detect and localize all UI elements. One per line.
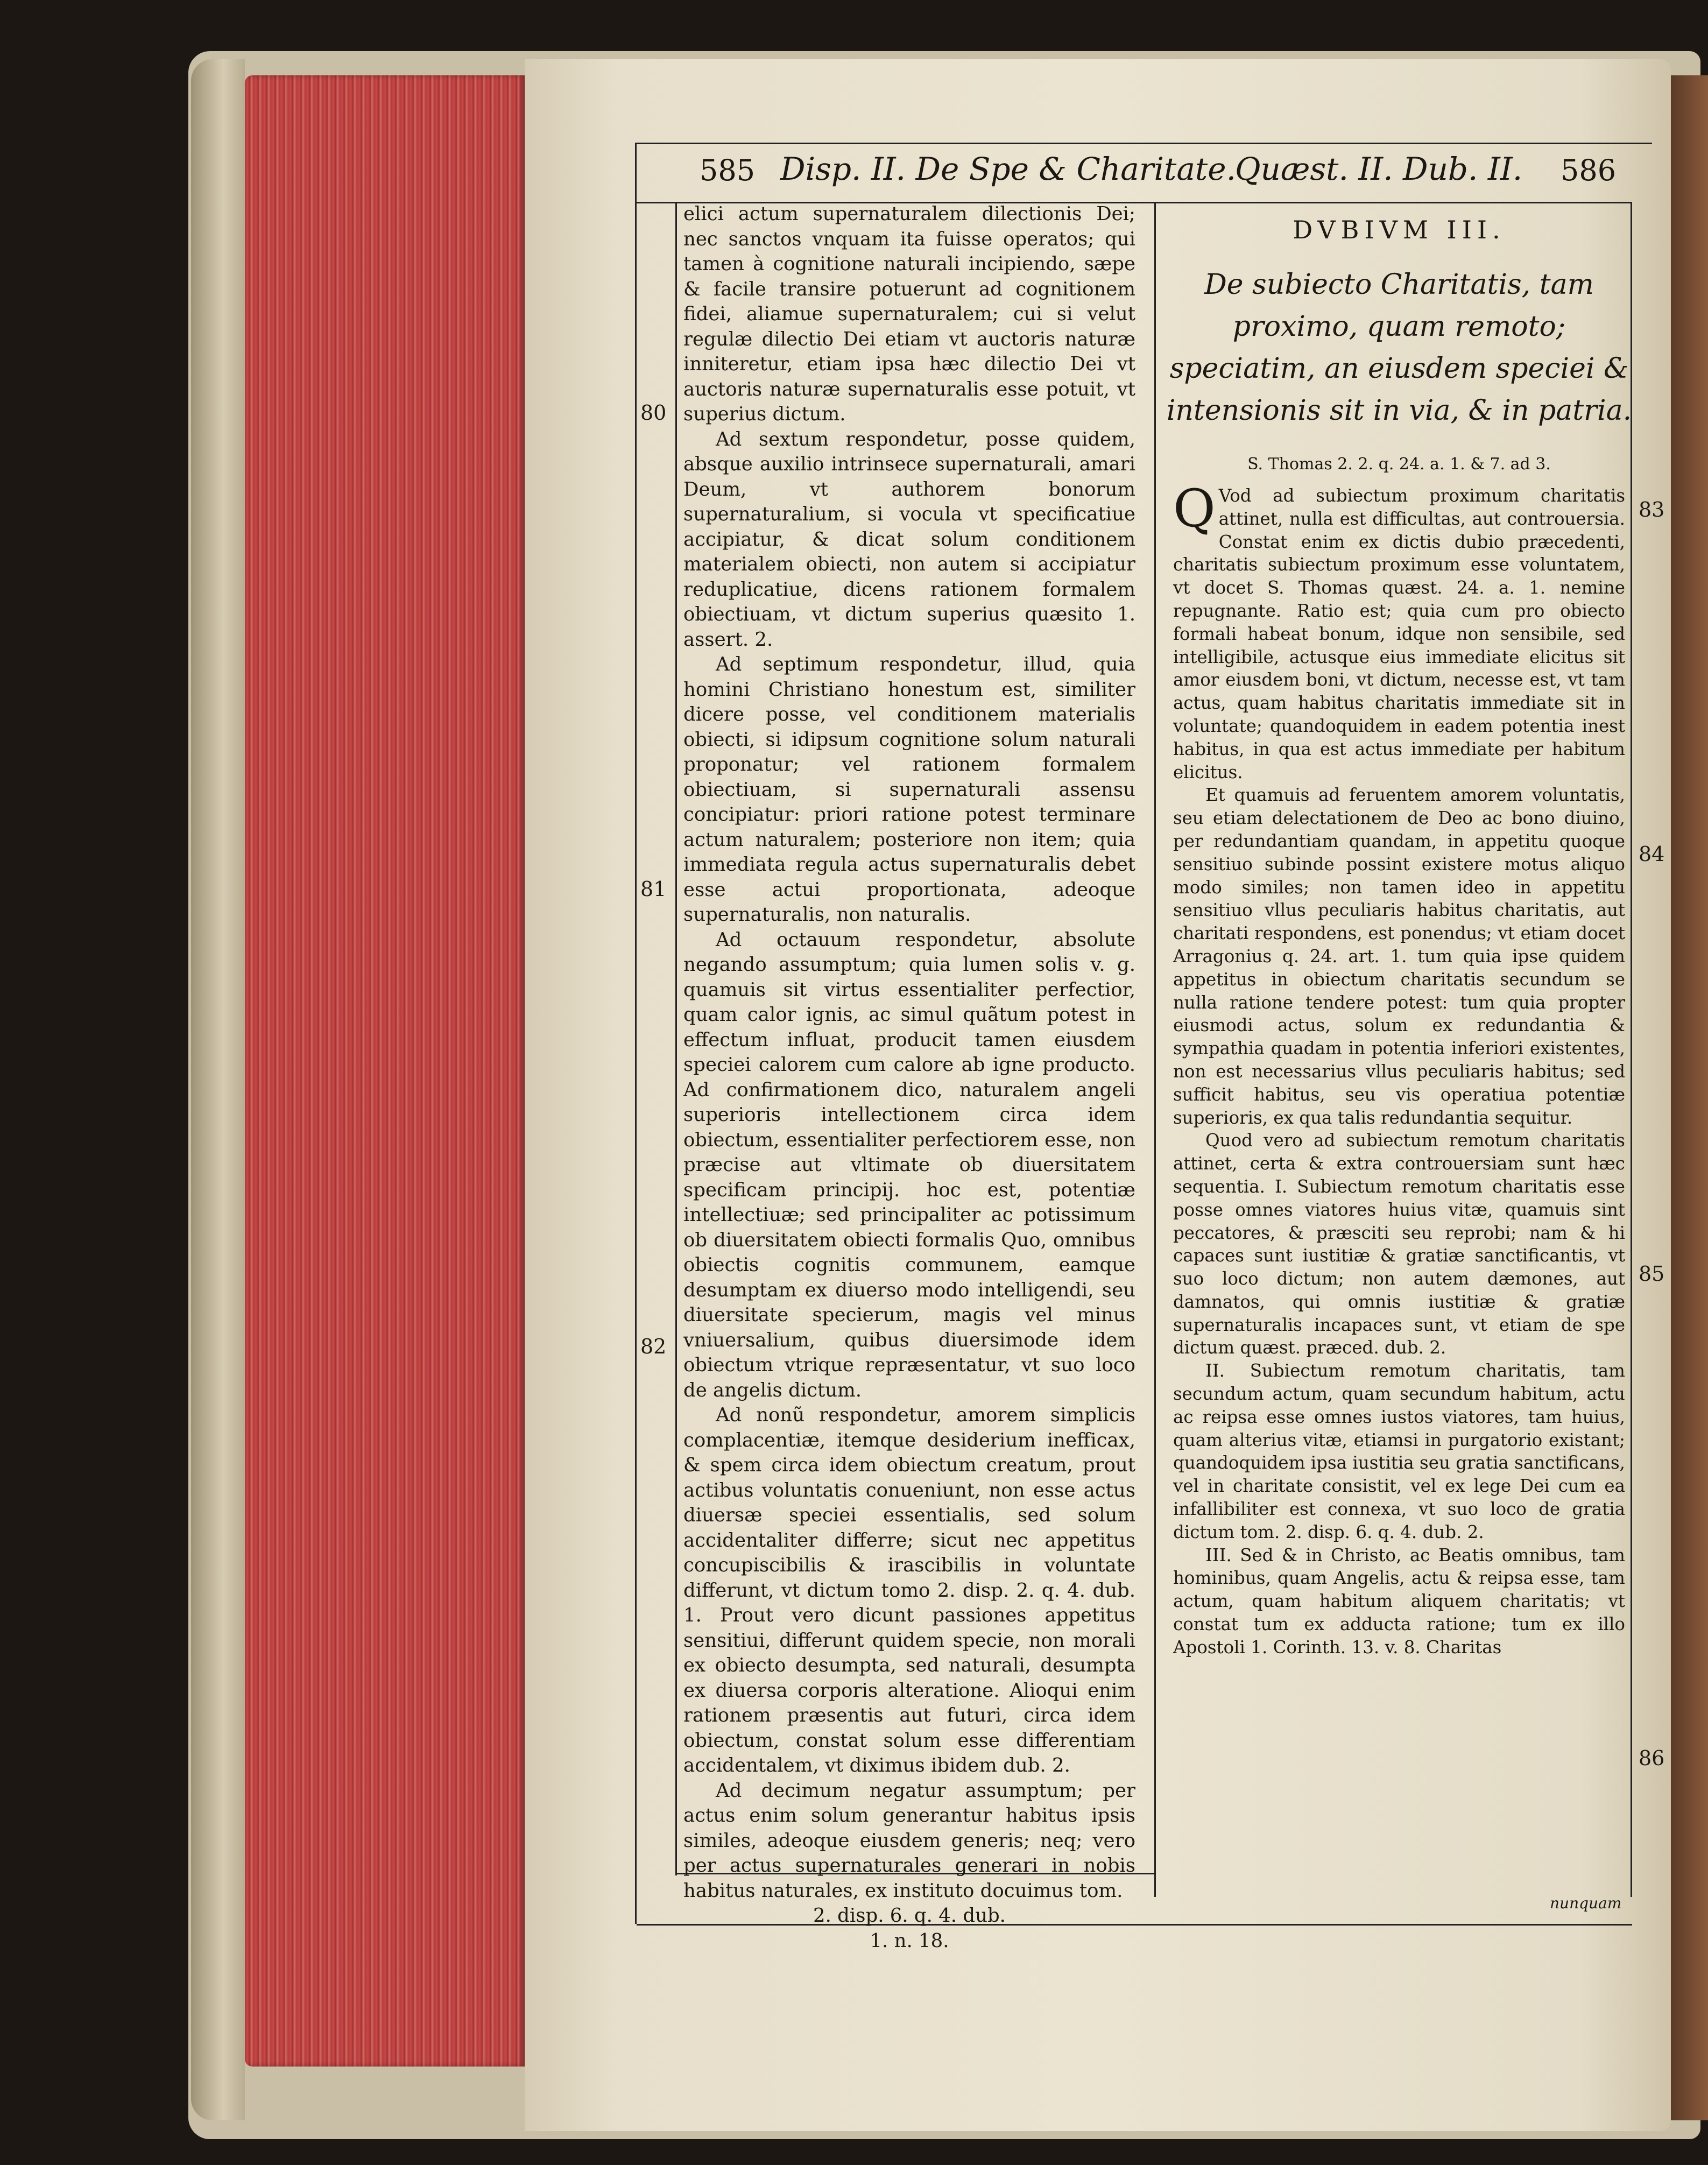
margin-number-85: 85 — [1639, 1262, 1665, 1286]
right-paragraph-3: Quod vero ad subiectum remotum charitatis attinet, certa & extra controuersiam sunt hæc sequentia. I. Subiectum remotum charitatis esse posse omnes viatores huius vitæ, quamuis sint peccatores, & præsciti seu reprobi; nam & hi capaces sunt iustitiæ & gratiæ sanctificantis, vt suo loco dictum; non autem dæmones, aut damnatos, qui omnis iustitiæ & gratiæ supernaturalis incapaces sunt, vt etiam de spe dictum quæst. præced. dub. 2. — [1173, 1130, 1625, 1358]
right-folio: 586 — [1561, 153, 1617, 187]
right-paragraph-1-text: Vod ad subiectum proximum charitatis attinet, nulla est difficultas, aut controuersia. Constat enim ex dictis dubio præcedenti, charitatis subiectum proximum esse voluntatem, vt docet S. Thomas quæst. 24. a. 1. nemine repugnante. Ratio est; quia cum pro obiecto formali habeat bonum, idque non sensibile, sed intelligibile, actusque eius immediate elicitus sit amor eiusdem boni, vt dictum, necesse est, vt tam actus, quam habitus charitatis immediate sit in voluntate; quandoquidem in eadem potentia inest habitus, in qua est actus immediate per habitum elicitus. — [1173, 485, 1625, 782]
right-paragraph-5: III. Sed & in Christo, ac Beatis omnibus, tam hominibus, quam Angelis, actu & reipsa esse, tam actum, quam habitum aliquem charitatis; vt constat tum ex adducta ratione; tum ex illo Apostoli 1. Corinth. 13. v. 8. Charitas — [1173, 1545, 1625, 1658]
left-tail-line-2: 1. n. 18. — [870, 1929, 949, 1952]
left-paragraph-4: Ad octauum respondetur, absolute negando assumptum; quia lumen solis v. g. quamuis sit virtus essentialiter perfectior, quam calor ignis, ac simul quãtum potest in effectum influat, producit tamen eiusdem speciei calorem cum calore ab igne producto. Ad confirmationem dico, naturalem angeli superioris intellectionem circa idem obiectum, essentialiter perfectiorem esse, non præcise aut vltimate ob diuersitatem specificam principij. hoc est, potentiæ intellectiuæ; sed principaliter ac potissimum ob diuersitatem obiecti formalis Quo, omnibus obiectis cognitis communem, eamque desumptam ex diuerso modo intelligendi, seu diuersitate specierum, magis vel minus vniuersalium, quibus diuersimode idem obiectum vtrique repræsentatur, vt suo loco de angelis dictum. — [683, 928, 1135, 1401]
right-paragraph-2: Et quamuis ad feruentem amorem voluntatis, seu etiam delectationem de Deo ac bono diuino, per redundantiam quandam, in appetitu quoque sensitiuo subinde possint existere motus aliquo modo similes; non tamen ideo in appetitu sensitiuo vllus peculiaris habitus charitatis, aut charitati respondens, est ponendus; vt etiam docet Arragonius q. 24. art. 1. tum quia ipse quidem appetitus in obiectum charitatis secundum se nulla ratione tendere potest: tum quia propter eiusmodi actus, solum ex redundantia & sympathia quadam in potentia inferiori existentes, non est necessarius vllus peculiaris habitus; sed sufficit habitus, seu vis operatiua potentiæ superioris, ex qua talis redundantia sequitur. — [1173, 785, 1625, 1128]
left-paragraph-5: Ad nonũ respondetur, amorem simplicis complacentiæ, itemque desiderium inefficax, & spem circa idem obiectum creatum, prout actibus voluntatis conueniunt, non esse actus diuersæ speciei essentialis, sed solum accidentaliter differre; sicut nec appetitus concupiscibilis & irascibilis in voluntate differunt, vt dictum tomo 2. disp. 2. q. 4. dub. 1. Prout vero dicunt passiones appetitus sensitiui, differunt quidem specie, non morali ex obiecto desumpta, sed naturali, desumpta ex diuersa corporis alteratione. Alioqui enim rationem præsentis aut futuri, circa idem obiectum, constat solum esse differentiam accidentalem, vt diximus ibidem dub. 2. — [683, 1404, 1135, 1776]
running-title: Disp. II. De Spe & Charitate. — [780, 151, 1237, 187]
margin-number-84: 84 — [1639, 842, 1665, 866]
dubium-subtitle: De subiecto Charitatis, tam proximo, quam remoto; speciatim, an eiusdem speciei & intensionis sit in via, & in patria. — [1166, 269, 1632, 427]
left-inner-rule — [675, 202, 677, 1875]
margin-number-86: 86 — [1639, 1746, 1665, 1770]
margin-number-81: 81 — [640, 877, 667, 901]
margin-number-80: 80 — [640, 401, 667, 425]
left-folio: 585 — [700, 153, 756, 187]
left-paragraph-3: Ad septimum respondetur, illud, quia homini Christiano honestum est, similiter dicere posse, vel conditionem materialis obiecti, si idipsum cognitione solum naturali proponatur; vel rationem formalem obiectiuam, si supernaturali assensu concipiatur: priori ratione potest terminare actum naturalem; posteriore non item; quia immediata regula actus supernaturalis debet esse actui proportionata, adeoque supernaturalis, non naturalis. — [683, 653, 1135, 926]
right-inner-rule — [1631, 202, 1632, 1897]
drop-capital: Q — [1173, 478, 1216, 539]
left-tail-line-1: 2. disp. 6. q. 4. dub. — [813, 1905, 1006, 1927]
margin-number-82: 82 — [640, 1335, 667, 1358]
top-rule — [635, 143, 1652, 144]
right-paragraph-1 — [1173, 478, 1625, 784]
left-paragraph-1: elici actum supernaturalem dilectionis Dei; nec sanctos vnquam ita fuisse operatos; qui tamen à cognitione naturali incipiendo, sæpe & facile transire potuerunt ad cognitionem fidei, aliamue supernaturalem; cui si velut regulæ dilectio Dei etiam vt auctoris naturæ inniteretur, etiam ipsa hæc dilectio Dei vt auctoris naturæ supernaturalis esse potuit, vt superius dictum. — [683, 203, 1135, 425]
left-paragraph-2: Ad sextum respondetur, posse quidem, absque auxilio intrinsece supernaturali, amari Deum, vt authorem bonorum supernaturalium, si vocula vt specificatiue accipiatur, & dicat solum conditionem materialem obiecti, non autem si accipiatur reduplicatiue, dicens rationem formalem obiectiuam, vt dictum superius quæsito 1. assert. 2. — [683, 428, 1135, 651]
thomas-reference: S. Thomas 2. 2. q. 24. a. 1. & 7. ad 3. — [1247, 455, 1551, 474]
facing-page-edge — [1671, 75, 1708, 2120]
dubium-heading: DVBIVM III. — [1293, 215, 1506, 244]
catchword: nunquam — [1550, 1894, 1622, 1912]
right-text-column — [1173, 478, 1625, 1659]
running-question: Quæst. II. Dub. II. — [1235, 151, 1523, 187]
left-paragraph-6: Ad decimum negatur assumptum; per actus enim solum generantur habitus ipsis similes, adeoque eiusdem generis; neq; vero per actus supernaturales generari in nobis habitus naturales, ex instituto docuimus tom. — [683, 1779, 1135, 1902]
vellum-binding — [191, 59, 245, 2120]
left-text-column — [683, 202, 1135, 1954]
column-divider — [1154, 202, 1156, 1897]
right-paragraph-4: II. Subiectum remotum charitatis, tam secundum actum, quam secundum habitum, actu ac reipsa esse omnes iustos viatores, tam huius, quam alterius vitæ, etiamsi in purgatorio existant; quandoquidem ipsa iustitia seu gratia sanctificans, vel in charitate consistit, vel ex lege Dei cum ea infallibiliter est connexa, vt suo loco de gratia dictum tom. 2. disp. 6. q. 4. dub. 2. — [1173, 1360, 1625, 1542]
red-page-edges — [245, 75, 525, 2067]
margin-number-83: 83 — [1639, 498, 1665, 521]
left-outer-rule — [635, 143, 637, 1924]
